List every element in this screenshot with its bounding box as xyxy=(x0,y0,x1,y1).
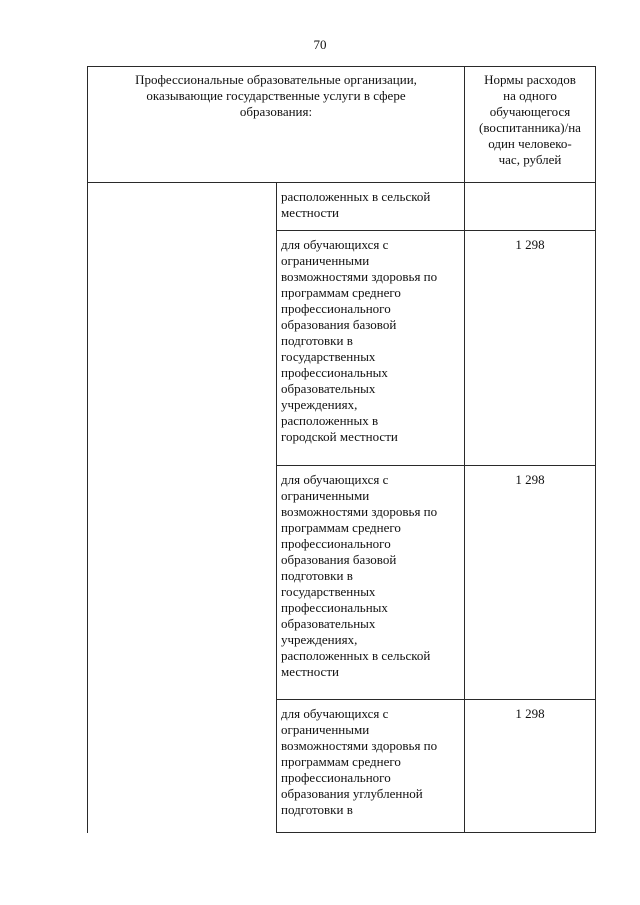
row-2-value: 1 298 xyxy=(515,237,545,252)
page-number: 70 xyxy=(313,37,327,52)
header-norm-column: Нормы расходов на одного обучающегося (воспитанника)/на один человеко- час, рублей xyxy=(479,72,581,167)
row-4-value: 1 298 xyxy=(515,706,545,721)
row-4-description: для обучающихся с ограниченными возможностями здоровья по программам среднего профессионального образования углубленной подготовки в xyxy=(281,706,438,817)
row-divider-1 xyxy=(276,230,596,231)
row-1-description: расположенных в сельской местности xyxy=(281,189,431,220)
row-divider-2 xyxy=(276,465,596,466)
row-3-value: 1 298 xyxy=(515,472,545,487)
value-column-divider xyxy=(464,182,465,833)
row-divider-3 xyxy=(276,699,596,700)
table-header-divider xyxy=(87,182,596,183)
row-divider-4 xyxy=(276,832,596,833)
table-border-right xyxy=(595,66,596,833)
row-3-description: для обучающихся с ограниченными возможностями здоровья по программам среднего профессионального образования базовой подготовки в государственных профессиональных образовательных учреждениях, расположенных в сельской местности xyxy=(281,472,438,679)
table-border-top xyxy=(87,66,596,67)
table-border-left xyxy=(87,66,88,833)
row-2-description: для обучающихся с ограниченными возможностями здоровья по программам среднего профессионального образования базовой подготовки в государственных профессиональных образовательных учреждениях, расположенных в городской местности xyxy=(281,237,438,444)
subcolumn-divider xyxy=(276,182,277,833)
header-org-column: Профессиональные образовательные организации, оказывающие государственные услуги в сфере образования: xyxy=(135,72,417,119)
